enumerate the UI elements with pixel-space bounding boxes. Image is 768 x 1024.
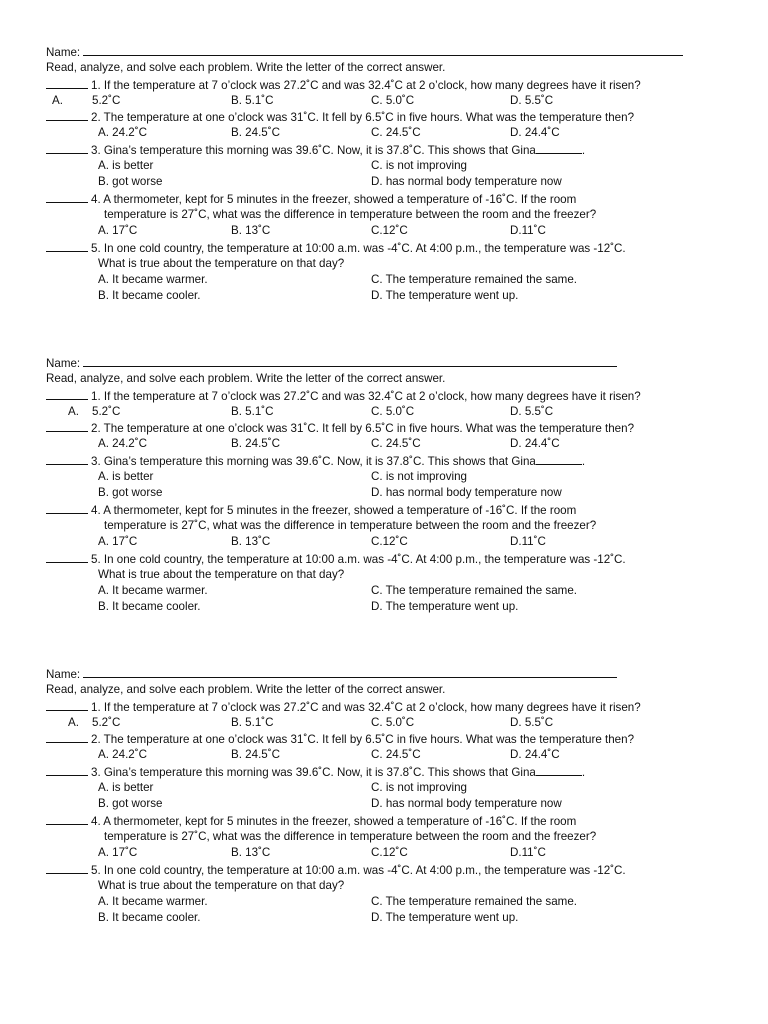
option-c: C. is not improving bbox=[371, 781, 468, 795]
option-b: B. got worse bbox=[98, 797, 163, 811]
question-4-options bbox=[46, 845, 736, 861]
answer-blank[interactable] bbox=[46, 764, 88, 776]
option-d: D. The temperature went up. bbox=[371, 289, 519, 303]
question-2-options bbox=[46, 125, 736, 141]
question-1-options bbox=[46, 93, 736, 109]
option-a: A. 17˚C bbox=[98, 846, 138, 860]
option-c: C.12˚C bbox=[371, 535, 408, 549]
option-d: D.11˚C bbox=[510, 535, 546, 549]
option-c: C. 5.0˚C bbox=[371, 404, 415, 418]
option-a: A. 24.2˚C bbox=[98, 437, 147, 451]
option-d: D. has normal body temperature now bbox=[371, 175, 562, 189]
option-c: C. The temperature remained the same. bbox=[371, 273, 577, 287]
option-b: B. 24.5˚C bbox=[231, 748, 280, 762]
worksheet-section-1 bbox=[46, 44, 736, 305]
option-d: D. has normal body temperature now bbox=[371, 797, 562, 811]
option-b: B. 5.1˚C bbox=[231, 404, 274, 418]
name-line bbox=[46, 666, 736, 682]
option-c: C. 24.5˚C bbox=[371, 126, 421, 140]
answer-blank[interactable] bbox=[46, 813, 88, 825]
question-5-options-row2 bbox=[46, 910, 736, 926]
question-3: 3. Gina’s temperature this morning was 39.6˚C. Now, it is 37.8˚C. This shows that Gina . bbox=[46, 764, 736, 780]
question-4-options bbox=[46, 534, 736, 550]
option-d: D.11˚C bbox=[510, 846, 546, 860]
option-b: B. got worse bbox=[98, 175, 163, 189]
question-5-cont: What is true about the temperature on that day? bbox=[98, 878, 345, 892]
option-a: A. It became warmer. bbox=[98, 273, 208, 287]
question-3-options-row2 bbox=[46, 174, 736, 190]
answer-blank[interactable] bbox=[46, 551, 88, 563]
question-1: 1. If the temperature at 7 o’clock was 27.2˚C and was 32.4˚C at 2 o’clock, how many degrees have it risen? bbox=[46, 699, 736, 715]
option-a-letter: A. bbox=[68, 715, 79, 729]
question-2-options bbox=[46, 436, 736, 452]
question-2: 2. The temperature at one o’clock was 31˚C. It fell by 6.5˚C in five hours. What was the temperature then? bbox=[46, 731, 736, 747]
question-4: 4. A thermometer, kept for 5 minutes in the freezer, showed a temperature of -16˚C. If the room bbox=[46, 813, 736, 829]
answer-blank[interactable] bbox=[46, 109, 88, 121]
name-blank[interactable] bbox=[83, 355, 617, 367]
option-d: D. has normal body temperature now bbox=[371, 486, 562, 500]
option-a: A. is better bbox=[98, 159, 154, 173]
option-a: A. 17˚C bbox=[98, 224, 138, 238]
option-d: D. 24.4˚C bbox=[510, 437, 560, 451]
option-a: A. It became warmer. bbox=[98, 584, 208, 598]
question-1: 1. If the temperature at 7 o’clock was 27.2˚C and was 32.4˚C at 2 o’clock, how many degrees have it risen? bbox=[46, 77, 736, 93]
instructions: Read, analyze, and solve each problem. Write the letter of the correct answer. bbox=[46, 372, 446, 386]
name-label: Name: bbox=[46, 668, 81, 681]
option-c: C. 24.5˚C bbox=[371, 437, 421, 451]
option-b: B. 13˚C bbox=[231, 224, 271, 238]
option-a: A. It became warmer. bbox=[98, 895, 208, 909]
question-3: 3. Gina’s temperature this morning was 39.6˚C. Now, it is 37.8˚C. This shows that Gina . bbox=[46, 453, 736, 469]
question-5-options-row1 bbox=[46, 894, 736, 910]
question-3-options-row1 bbox=[46, 158, 736, 174]
question-3-options-row1 bbox=[46, 780, 736, 796]
question-4: 4. A thermometer, kept for 5 minutes in the freezer, showed a temperature of -16˚C. If the room bbox=[46, 502, 736, 518]
option-b: B. 5.1˚C bbox=[231, 93, 274, 107]
option-c: C. is not improving bbox=[371, 159, 468, 173]
question-1-options bbox=[46, 715, 736, 731]
option-d: D. 5.5˚C bbox=[510, 715, 554, 729]
option-d: D. 5.5˚C bbox=[510, 93, 554, 107]
question-3: 3. Gina’s temperature this morning was 39.6˚C. Now, it is 37.8˚C. This shows that Gina . bbox=[46, 142, 736, 158]
answer-blank[interactable] bbox=[46, 142, 88, 154]
option-c: C. The temperature remained the same. bbox=[371, 895, 577, 909]
answer-blank[interactable] bbox=[46, 862, 88, 874]
question-2: 2. The temperature at one o’clock was 31˚C. It fell by 6.5˚C in five hours. What was the temperature then? bbox=[46, 420, 736, 436]
option-c: C. 5.0˚C bbox=[371, 715, 415, 729]
answer-blank[interactable] bbox=[46, 191, 88, 203]
option-b: B. It became cooler. bbox=[98, 911, 201, 925]
question-5-options-row2 bbox=[46, 288, 736, 304]
question-5: 5. In one cold country, the temperature at 10:00 a.m. was -4˚C. At 4:00 p.m., the temperature was -12˚C. bbox=[46, 551, 736, 567]
option-b: B. 13˚C bbox=[231, 535, 271, 549]
option-c: C. The temperature remained the same. bbox=[371, 584, 577, 598]
question-4-cont: temperature is 27˚C, what was the difference in temperature between the room and the freezer? bbox=[104, 207, 597, 221]
option-d: D. 24.4˚C bbox=[510, 748, 560, 762]
option-c: C. 24.5˚C bbox=[371, 748, 421, 762]
question-5-cont: What is true about the temperature on that day? bbox=[98, 256, 345, 270]
option-b: B. 5.1˚C bbox=[231, 715, 274, 729]
option-b: B. It became cooler. bbox=[98, 600, 201, 614]
option-d: D. The temperature went up. bbox=[371, 600, 519, 614]
question-5: 5. In one cold country, the temperature at 10:00 a.m. was -4˚C. At 4:00 p.m., the temperature was -12˚C. bbox=[46, 240, 736, 256]
name-label: Name: bbox=[46, 46, 81, 59]
worksheet-section-2 bbox=[46, 355, 736, 616]
option-a: A. is better bbox=[98, 781, 154, 795]
worksheet-section-3 bbox=[46, 666, 736, 927]
option-a-letter: A. bbox=[68, 404, 79, 418]
question-2-options bbox=[46, 747, 736, 763]
answer-blank[interactable] bbox=[46, 240, 88, 252]
option-a: A. 24.2˚C bbox=[98, 748, 147, 762]
question-1: 1. If the temperature at 7 o’clock was 27.2˚C and was 32.4˚C at 2 o’clock, how many degrees have it risen? bbox=[46, 388, 736, 404]
question-2: 2. The temperature at one o’clock was 31˚C. It fell by 6.5˚C in five hours. What was the temperature then? bbox=[46, 109, 736, 125]
answer-blank[interactable] bbox=[46, 388, 88, 400]
question-5-options-row2 bbox=[46, 599, 736, 615]
option-b: B. 24.5˚C bbox=[231, 126, 280, 140]
answer-blank[interactable] bbox=[46, 420, 88, 432]
option-d: D. 24.4˚C bbox=[510, 126, 560, 140]
option-b: B. 13˚C bbox=[231, 846, 271, 860]
option-b: B. 24.5˚C bbox=[231, 437, 280, 451]
name-line bbox=[46, 44, 736, 60]
question-5-options-row1 bbox=[46, 272, 736, 288]
option-d: D.11˚C bbox=[510, 224, 546, 238]
question-5-cont: What is true about the temperature on that day? bbox=[98, 567, 345, 581]
option-a-value: 5.2˚C bbox=[92, 93, 121, 107]
fill-blank[interactable] bbox=[536, 142, 582, 154]
question-4-cont: temperature is 27˚C, what was the difference in temperature between the room and the freezer? bbox=[104, 518, 597, 532]
answer-blank[interactable] bbox=[46, 453, 88, 465]
name-line bbox=[46, 355, 736, 371]
option-c: C. 5.0˚C bbox=[371, 93, 415, 107]
answer-blank[interactable] bbox=[46, 502, 88, 514]
option-d: D. The temperature went up. bbox=[371, 911, 519, 925]
option-c: C.12˚C bbox=[371, 846, 408, 860]
option-c: C.12˚C bbox=[371, 224, 408, 238]
name-label: Name: bbox=[46, 357, 81, 370]
question-3-options-row2 bbox=[46, 796, 736, 812]
option-a-value: 5.2˚C bbox=[92, 404, 121, 418]
option-b: B. It became cooler. bbox=[98, 289, 201, 303]
name-blank[interactable] bbox=[83, 44, 683, 56]
answer-blank[interactable] bbox=[46, 699, 88, 711]
instructions: Read, analyze, and solve each problem. Write the letter of the correct answer. bbox=[46, 683, 446, 697]
question-5-options-row1 bbox=[46, 583, 736, 599]
name-blank[interactable] bbox=[83, 666, 617, 678]
option-a-letter: A. bbox=[52, 93, 63, 107]
answer-blank[interactable] bbox=[46, 77, 88, 89]
option-a: A. is better bbox=[98, 470, 154, 484]
option-a: A. 17˚C bbox=[98, 535, 138, 549]
option-a-value: 5.2˚C bbox=[92, 715, 121, 729]
instructions: Read, analyze, and solve each problem. Write the letter of the correct answer. bbox=[46, 61, 446, 75]
question-4-options bbox=[46, 223, 736, 239]
answer-blank[interactable] bbox=[46, 731, 88, 743]
option-b: B. got worse bbox=[98, 486, 163, 500]
option-a: A. 24.2˚C bbox=[98, 126, 147, 140]
question-3-options-row1 bbox=[46, 469, 736, 485]
question-3-options-row2 bbox=[46, 485, 736, 501]
fill-blank[interactable] bbox=[536, 764, 582, 776]
question-4: 4. A thermometer, kept for 5 minutes in the freezer, showed a temperature of -16˚C. If the room bbox=[46, 191, 736, 207]
fill-blank[interactable] bbox=[536, 453, 582, 465]
option-c: C. is not improving bbox=[371, 470, 468, 484]
question-4-cont: temperature is 27˚C, what was the difference in temperature between the room and the freezer? bbox=[104, 829, 597, 843]
question-1-options bbox=[46, 404, 736, 420]
option-d: D. 5.5˚C bbox=[510, 404, 554, 418]
question-5: 5. In one cold country, the temperature at 10:00 a.m. was -4˚C. At 4:00 p.m., the temperature was -12˚C. bbox=[46, 862, 736, 878]
